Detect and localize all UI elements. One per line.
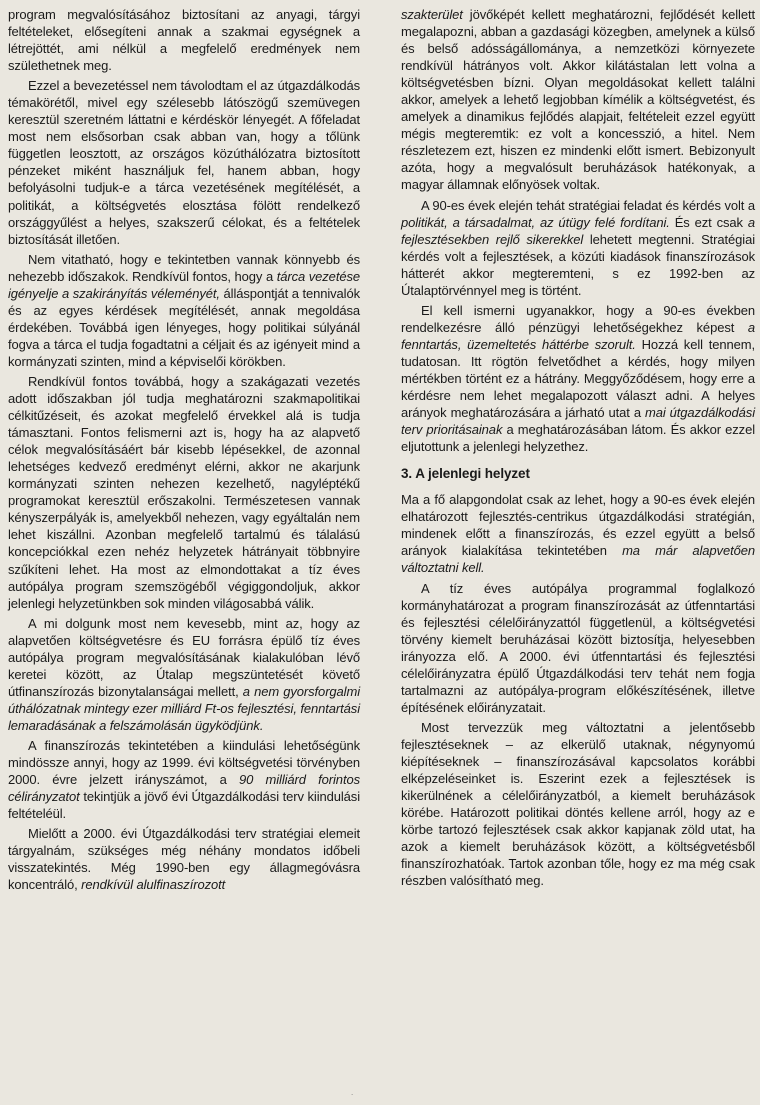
section-heading: 3. A jelenlegi helyzet bbox=[401, 466, 530, 482]
paragraph bbox=[8, 251, 360, 370]
paragraph-text: tekintjük a jövő évi Útgazdálkodási terv kiindulási feltételéül. bbox=[8, 789, 360, 822]
paragraph bbox=[401, 197, 755, 299]
paragraph-text: jövőképét kellett meghatározni, fejlődését kellett megalapozni, abban a gazdasági közegben, amelynek a külső és belső adósságállománya, a nemzetközi környezete rendkívül hátrányos volt. Akkor kilátástalan lett volna a költségvetésben bízni. Olyan megoldásokat kellett találni akkor, amelyek a lehető legjobban kímélik a költségvetést, és amelyek a dinamikus fejlődés alapjait, feltételeit ezzel együtt mégis megteremtik: ez volt a koncesszió, a hitel. Nem részletezem ezt, hiszen ez mindenki előtt ismert. Bebizonyult azóta, hogy a megvalósult beruházások hatékonyak, a magyar államnak előnyösek voltak. bbox=[401, 7, 755, 193]
paragraph-text: álláspontját a tennivalók és az egyes kérdések megítélését, annak megoldása érdekében. Továbbá igen lényeges, hogy politikai súlyánál fogva a tárca el tudja fogadtatni a céljait és az igényeit mind a kormányzati szinten, mind a képviselői körökben. bbox=[8, 285, 360, 369]
left-column bbox=[8, 6, 360, 896]
paragraph bbox=[401, 491, 755, 576]
paragraph-text: lehetett megtenni. Stratégiai kérdés volt a fejlesztések, a közúti kiadások finanszírozások hátterét akkor megteremteni, s ez 1992-ben az Útalaptörvénnyel meg is történt. bbox=[401, 231, 755, 298]
emphasis-text: szakterület bbox=[401, 7, 463, 22]
paragraph bbox=[8, 825, 360, 893]
paragraph bbox=[8, 6, 360, 74]
paragraph-text: És ezt csak bbox=[669, 214, 748, 230]
paragraph-text: Hozzá kell tennem, tudatosan. Itt rögtön felvetődhet a kérdés, hogy milyen mértékben történt ez a hátrány. Meggyőződésem, hogy erre a kérdésre nem lehet megalapozott választ adni. A helyes arányok meghatározására a járható utat a bbox=[401, 336, 755, 421]
paragraph-text: Rendkívül fontos továbbá, hogy a szakágazati vezetés adott időszakban jól tudja meghatározni szakmapolitikai célkitűzéseit, és azokat megfelelő érvekkel alá is tudja támasztani. Fontos felismerni azt is, hogy ha az alapvető célok megvalósításáért bár kisebb lépésekkel, de azonnal lehetséges kedvező eredményt elérni, akkor ne akarjunk kormányzati szinten nehezen kezelhető, nagyléptékű programokat keresztül erőszakolni. Természetesen vannak kényszerpályák is, amelyekből nehezen, vagy egyáltalán nem lehet kiszállni. Azonban megfelelő tartalmú és tálalású koncepciókkal ezen nehéz helyzetek hátrányait többnyire szűkíteni lehet. Ha most az elmondottakat a tíz éves autópálya program szemszögéből végiggondoljuk, akkor jelenlegi helyzetünkben sok minden világosabbá válik. bbox=[8, 373, 360, 611]
paragraph bbox=[401, 719, 755, 889]
paragraph-text: program megvalósításához biztosítani az anyagi, tárgyi feltételeket, elősegíteni annak a szakmai egységnek a létrejöttét, ami nélkül a megfelelő eredmények nem születhetnek meg. bbox=[8, 7, 360, 74]
paragraph-text: Most tervezzük meg változtatni a jelentősebb fejlesztéseknek – az elkerülő utaknak, négynyomú kiépítéseknek – finanszírozásával kapcsolatos korábbi elképzeléseinket is. Eszerint ezek a fejlesztések is kikerülnének a célelőirányzatból, a kiemelt beruházások körébe. Határozott politikai döntés kellene arról, hogy az e körbe tartozó fejlesztések csak akkor kapjanak zöld utat, ha azok a kiemelt beruházások között, a költségvetésből finanszírozhatóak. Tartok azonban tőle, hogy ez ma még csak részben valósítható meg. bbox=[401, 719, 755, 889]
paragraph-text: Mielőtt a 2000. évi Útgazdálkodási terv stratégiai elemeit tárgyalnám, szükséges még néhány mondatos időbeli visszatekintés. Még 1990-ben egy állagmegóvásra koncentráló, bbox=[8, 826, 360, 893]
emphasis-text: mai útgazdálkodási terv prioritásainak bbox=[401, 405, 755, 438]
paragraph bbox=[401, 302, 755, 455]
paragraph-text: Nem vitatható, hogy e tekintetben vannak könnyebb és nehezebb időszakok. Rendkívül fontos, hogy a bbox=[8, 251, 360, 284]
right-column bbox=[401, 6, 755, 892]
paragraph-text: A tíz éves autópálya programmal foglalkozó kormányhatározat a program finanszírozását az útfenntartási és fejlesztési célelőirányzattól függetlenül, a költségvetési törvény kiemelt beruházásai között biztosítja, helyesebben irányozza elő. A 2000. évi útfenntartási és fejlesztési célelőirányzatra épülő Útgazdálkodási terv tehát nem fogja tartalmazni az autópálya-program előkészítésének, illetve építésének előirányzatait. bbox=[401, 580, 755, 715]
paragraph-text: A 90-es évek elején tehát stratégiai feladat és kérdés volt a bbox=[421, 197, 755, 213]
emphasis-text: 90 milliárd forintos célirányzatot bbox=[8, 772, 360, 805]
paragraph-text: A finanszírozás tekintetében a kiindulási lehetőségünk mindössze annyi, hogy az 1999. évi költségvetési törvényben 2000. évre jelzett irányszámot, a bbox=[8, 737, 360, 788]
paragraph-text: Ma a fő alapgondolat csak az lehet, hogy a 90-es évek elején elhatározott fejlesztés-centrikus útgazdálkodási stratégián, mindenek előtt a finanszírozás, és ezzel együtt a belső arányok kialakítása tekintetében bbox=[401, 492, 755, 559]
paragraph-text: a meghatározásában látom. És akkor ezzel eljutottunk a jelenlegi helyzethez. bbox=[401, 422, 755, 455]
paragraph bbox=[401, 6, 755, 194]
emphasis-text: a nem gyorsforgalmi úthálózatnak mintegy ezer milliárd Ft-os fejlesztési, fenntartási lemaradásának a felszámolásán ügyködjünk. bbox=[8, 683, 360, 733]
paragraph-text: El kell ismerni ugyanakkor, hogy a 90-es években rendelkezésre álló pénzügyi lehetőségekhez képest bbox=[401, 302, 755, 335]
emphasis-text: rendkívül alulfinaszírozott bbox=[81, 877, 226, 893]
paragraph-text: A mi dolgunk most nem kevesebb, mint az, hogy az alapvetően költségvetésre és EU forrásra épülő tíz éves autópálya program megvalósításának kialakulóban lévő keretei között, az Útalap megszüntetését követő útfinanszírozás bizonytalanságai mellett, bbox=[8, 615, 360, 699]
emphasis-text: tárca vezetése igényelje a szakirányítás véleményét, bbox=[8, 268, 360, 301]
paragraph bbox=[8, 737, 360, 822]
paragraph bbox=[8, 373, 360, 612]
paragraph-text: Ezzel a bevezetéssel nem távolodtam el az útgazdálkodás témakörétől, mivel egy szélesebb látószögű szemüvegen keresztül szeretném láttatni e kérdéskör lényegét. A főfeladat most nem elsősorban csak abban van, hogy a tőlünk független leosztott, az országos közúthálózatra biztosított pénzeket miként használjuk fel, hanem abban, hogy befolyásolni tudjuk-e a tárca vezetésének megítélését, a politikát, a költségvetés elosztása fölött rendelkező országgyűlést a helyes, szakszerű célokat, és a feltételek biztosítását illetően. bbox=[8, 78, 360, 247]
emphasis-text: a fenntartás, üzemeltetés háttérbe szorult. bbox=[401, 319, 755, 352]
paragraph bbox=[401, 580, 755, 716]
page-mark: . bbox=[351, 1088, 354, 1097]
emphasis-text: ma már alapvetően változtatni kell. bbox=[401, 543, 755, 576]
paragraph bbox=[8, 615, 360, 734]
emphasis-text: politikát, a társadalmat, az útügy felé fordítani. bbox=[401, 214, 670, 230]
emphasis-text: a fejlesztésekben rejlő sikerekkel bbox=[401, 214, 756, 247]
paragraph bbox=[8, 77, 360, 247]
